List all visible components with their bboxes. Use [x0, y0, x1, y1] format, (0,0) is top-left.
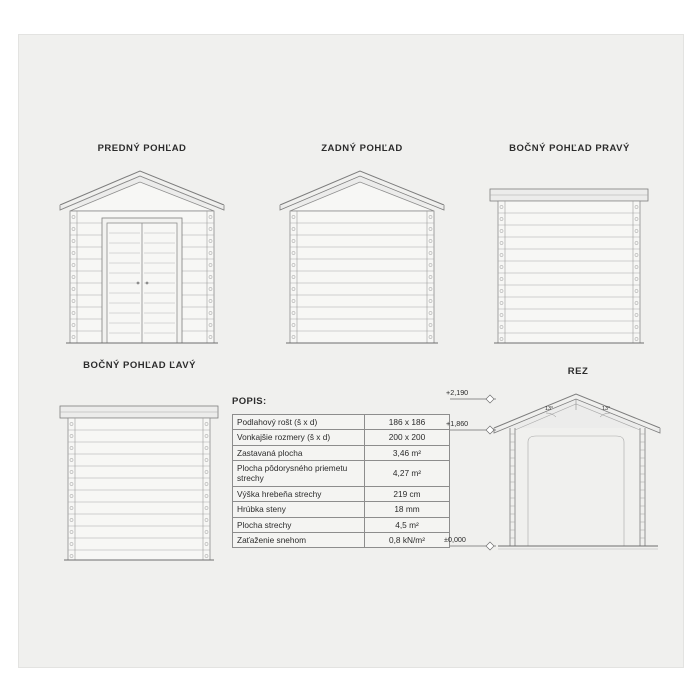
view-side-right	[482, 143, 657, 343]
table-row	[233, 486, 450, 501]
table-row	[233, 430, 450, 445]
table-row	[233, 415, 450, 430]
view-side-right-title: BOČNÝ POHĽAD PRAVÝ	[509, 143, 630, 154]
section-dim-ridge: +2,190	[446, 388, 469, 397]
table-row	[233, 445, 450, 460]
popis-row-value: 4,27 m²	[365, 461, 450, 487]
popis-row-name: Podlahový rošt (š x d)	[233, 415, 365, 430]
table-row	[233, 502, 450, 517]
popis-row-value: 4,5 m²	[365, 517, 450, 532]
popis-row-name: Zaťaženie snehom	[233, 532, 365, 547]
view-section	[444, 366, 668, 566]
popis-row-value: 219 cm	[365, 486, 450, 501]
popis-row-value: 18 mm	[365, 502, 450, 517]
table-row	[233, 532, 450, 547]
popis-table-block	[232, 396, 450, 548]
view-back-title: ZADNÝ POHĽAD	[321, 143, 403, 154]
view-front	[52, 143, 232, 343]
popis-row-name: Zastavaná plocha	[233, 445, 365, 460]
svg-text:13°: 13°	[545, 406, 554, 412]
popis-row-name: Plocha pôdorysného priemetu strechy	[233, 461, 365, 487]
popis-row-value: 200 x 200	[365, 430, 450, 445]
popis-row-name: Vonkajšie rozmery (š x d)	[233, 430, 365, 445]
view-side-left	[52, 360, 227, 560]
view-front-title: PREDNÝ POHĽAD	[97, 143, 187, 154]
section-dim-eaves: +1,860	[446, 419, 469, 428]
popis-row-value: 3,46 m²	[365, 445, 450, 460]
popis-table	[232, 414, 450, 548]
view-back	[272, 143, 452, 343]
popis-row-name: Plocha strechy	[233, 517, 365, 532]
popis-row-name: Hrúbka steny	[233, 502, 365, 517]
section-dim-ground: ±0,000	[444, 535, 466, 544]
sheet-background	[18, 34, 684, 668]
popis-row-value: 186 x 186	[365, 415, 450, 430]
table-row	[233, 517, 450, 532]
popis-row-name: Výška hrebeňa strechy	[233, 486, 365, 501]
popis-label: POPIS:	[232, 396, 267, 407]
svg-text:13°: 13°	[602, 406, 611, 412]
view-side-left-title: BOČNÝ POHĽAD ĽAVÝ	[83, 360, 196, 371]
table-row	[233, 461, 450, 487]
popis-row-value: 0,8 kN/m²	[365, 532, 450, 547]
view-section-title: REZ	[567, 366, 589, 377]
